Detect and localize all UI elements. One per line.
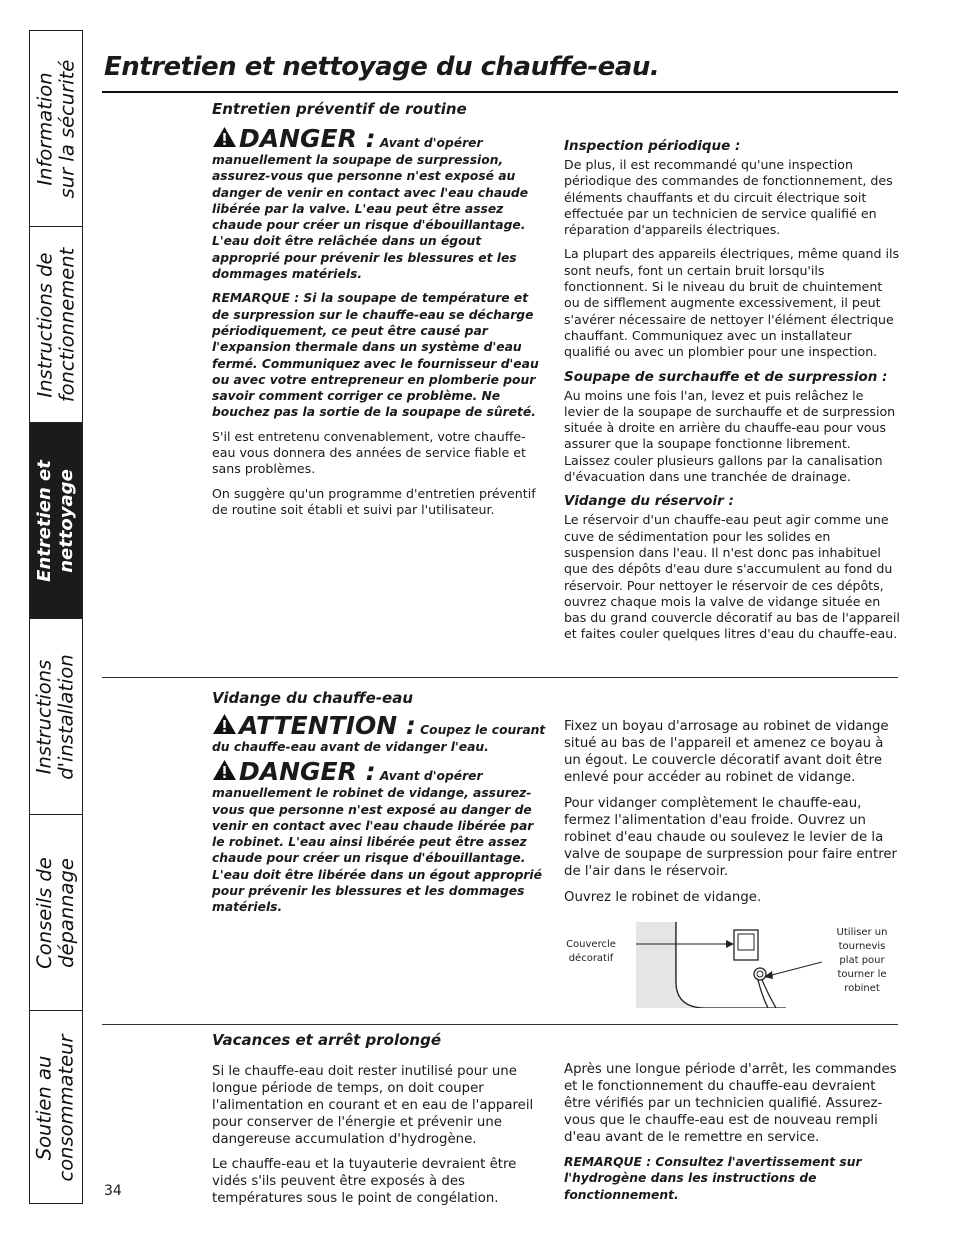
section2-heading: Vidange du chauffe-eau bbox=[212, 689, 414, 707]
paragraph: Au moins une fois l'an, levez et puis relâchez le levier de la soupape de surchauffe et de surpression située à droite en arrière du chauffe-eau pour vous assurer que la soupape fonctionne librement. Laissez couler plusieurs gallons par la canalisation d'évacuation dans une tranchée de drainage. bbox=[564, 387, 896, 485]
title-rule bbox=[102, 91, 898, 93]
inspection-heading: Inspection périodique : bbox=[564, 138, 741, 154]
danger-warning-2 bbox=[212, 759, 547, 915]
danger-word: DANGER : bbox=[239, 124, 376, 153]
paragraph: De plus, il est recommandé qu'une inspection périodique des commandes de fonctionnement, des éléments chauffants et du circuit électrique soit effectuée par un technicien de service qualifié en réparation d'appareils électriques. bbox=[564, 157, 893, 238]
paragraph: Le réservoir d'un chauffe-eau peut agir comme une cuve de sédimentation pour les solides en suspension dans l'eau. Il n'est donc pas inhabituel que des dépôts d'eau dure s'accumulent au fond du réservoir. Pour nettoyer le réservoir de ces dépôts, ouvrez chaque mois la valve de vidange située en bas du grand couvercle décoratif au bas de l'appareil et faites couler quelques litres d'eau du chauffe-eau. bbox=[564, 512, 900, 642]
warning-triangle-icon bbox=[212, 759, 237, 781]
attention-word: ATTENTION : bbox=[239, 711, 416, 740]
section-divider bbox=[102, 677, 898, 678]
remarque-note: REMARQUE : Consultez l'avertissement sur l'hydrogène dans les instructions de fonctionnement. bbox=[564, 1155, 862, 1202]
remarque-note: REMARQUE : Si la soupape de température et de surpression sur le chauffe-eau se décharge périodiquement, ce peut être causé par l'expansion thermale dans un système d'eau fermé. Communiquez avec le fournisseur d'eau ou avec votre entrepreneur en plomberie pour savoir comment corriger ce problème. Ne bouchez pas la sortie de la soupape de sûreté. bbox=[212, 291, 539, 420]
paragraph: On suggère qu'un programme d'entretien préventif de routine soit établi et suivi par l'utilisateur. bbox=[212, 485, 536, 517]
page-title: Entretien et nettoyage du chauffe-eau. bbox=[104, 52, 660, 82]
section3-left bbox=[212, 1031, 547, 1207]
warning-triangle-icon bbox=[212, 126, 237, 148]
side-tabs bbox=[29, 30, 83, 1204]
section-divider bbox=[102, 1024, 898, 1025]
drain-valve-illustration bbox=[636, 922, 822, 1008]
paragraph: Après une longue période d'arrêt, les commandes et le fonctionnement du chauffe-eau devraient être vérifiés par un technicien qualifié. Assurez-vous que le chauffe-eau est de nouveau rempli d'eau avant de le remettre en service. bbox=[564, 1062, 897, 1145]
danger-text: manuellement le robinet de vidange, assurez-vous que personne n'est exposé au danger de venir en contact avec l'eau chaude libérée par le robinet. L'eau ainsi libérée peut être assez chaude pour créer un risque d'ébouillantage. L'eau doit être libérée dans un égout approprié pour prévenir les blessures et les dommages matériels. bbox=[212, 786, 542, 915]
paragraph: Si le chauffe-eau doit rester inutilisé pour une longue période de temps, on doit couper l'alimentation en courant et en eau de l'appareil pour conserver de l'énergie et prévenir une dangereuse accumulation d'hydrogène. bbox=[212, 1064, 534, 1147]
danger-text: manuellement la soupape de surpression, assurez-vous que personne n'est exposé au danger de venir en contact avec l'eau chaude libérée par la valve. L'eau peut être assez chaude pour créer un risque d'ébouillantage. L'eau doit être relâchée dans un égout approprié pour prévenir les blessures et les dommages matériels. bbox=[212, 153, 529, 282]
tab-instructions-fonctionnement[interactable] bbox=[30, 227, 82, 423]
section1-heading: Entretien préventif de routine bbox=[212, 100, 467, 118]
vidange-reservoir-heading: Vidange du réservoir : bbox=[564, 493, 734, 510]
paragraph: S'il est entretenu convenablement, votre chauffe-eau vous donnera des années de service fiable et sans problèmes. bbox=[212, 428, 526, 477]
tab-label: Entretien et nettoyage bbox=[34, 459, 77, 582]
paragraph: Ouvrez le robinet de vidange. bbox=[564, 890, 762, 905]
figure-caption-right: Utiliser un tournevis plat pour tourner le robinet bbox=[836, 927, 888, 994]
paragraph: La plupart des appareils électriques, même quand ils sont neufs, font un certain bruit lorsqu'ils fonctionnent. Si le niveau du bruit de chuintement ou de sifflement augmente excessivement, il peut s'avérer nécessaire de nettoyer l'élément électrique chauffant. Communiquez avec un installateur qualifié ou avec un plombier pour une inspection. bbox=[564, 246, 900, 360]
danger-word: DANGER : bbox=[239, 757, 376, 787]
tab-label: Conseils de dépannage bbox=[33, 856, 79, 969]
danger-warning-1 bbox=[212, 126, 547, 282]
section2-right bbox=[564, 718, 900, 906]
danger-lead: Avant d'opérer bbox=[379, 136, 483, 150]
attention-text: du chauffe-eau avant de vidanger l'eau. bbox=[212, 740, 489, 754]
tab-label: Information sur la sécurité bbox=[33, 59, 78, 198]
warning-triangle-icon bbox=[212, 713, 237, 735]
paragraph: Pour vidanger complètement le chauffe-eau, fermez l'alimentation d'eau froide. Ouvrez un robinet d'eau chaude ou soulevez le levier de la valve de soupape de surpression pour faire entrer de l'air dans le réservoir. bbox=[564, 796, 898, 879]
section3-right bbox=[564, 1061, 900, 1203]
tab-entretien-nettoyage[interactable] bbox=[30, 423, 82, 619]
section3-heading: Vacances et arrêt prolongé bbox=[212, 1031, 441, 1049]
danger-lead: Avant d'opérer bbox=[379, 769, 483, 784]
tab-label: Soutien au consommateur bbox=[33, 1034, 78, 1182]
section2-left bbox=[212, 689, 547, 916]
tab-instructions-installation[interactable] bbox=[30, 619, 82, 815]
paragraph: Fixez un boyau d'arrosage au robinet de vidange situé au bas de l'appareil et amenez ce boyau à un égout. Le couvercle décoratif avant doit être enlevé pour accéder au robinet de vidange. bbox=[564, 719, 889, 785]
attention-warning bbox=[212, 713, 547, 755]
paragraph: Le chauffe-eau et la tuyauterie devraient être vidés s'ils peuvent être exposés à des températures sous le point de congélation. bbox=[212, 1157, 517, 1206]
tab-label: Instructions d'installation bbox=[33, 653, 79, 780]
section1-right bbox=[564, 138, 900, 643]
tab-conseils-depannage[interactable] bbox=[30, 815, 82, 1011]
tab-information-securite[interactable] bbox=[30, 31, 82, 227]
section1-left bbox=[212, 100, 547, 518]
soupape-heading: Soupape de surchauffe et de surpression : bbox=[564, 368, 888, 385]
tab-label: Instructions de fonctionnement bbox=[33, 247, 78, 402]
water-heater-drawing bbox=[636, 922, 822, 1008]
figure-caption-left: Couvercle décoratif bbox=[566, 939, 616, 964]
tab-soutien-consommateur[interactable] bbox=[30, 1011, 82, 1205]
attention-lead: Coupez le courant bbox=[420, 723, 546, 737]
page-number: 34 bbox=[104, 1183, 122, 1199]
